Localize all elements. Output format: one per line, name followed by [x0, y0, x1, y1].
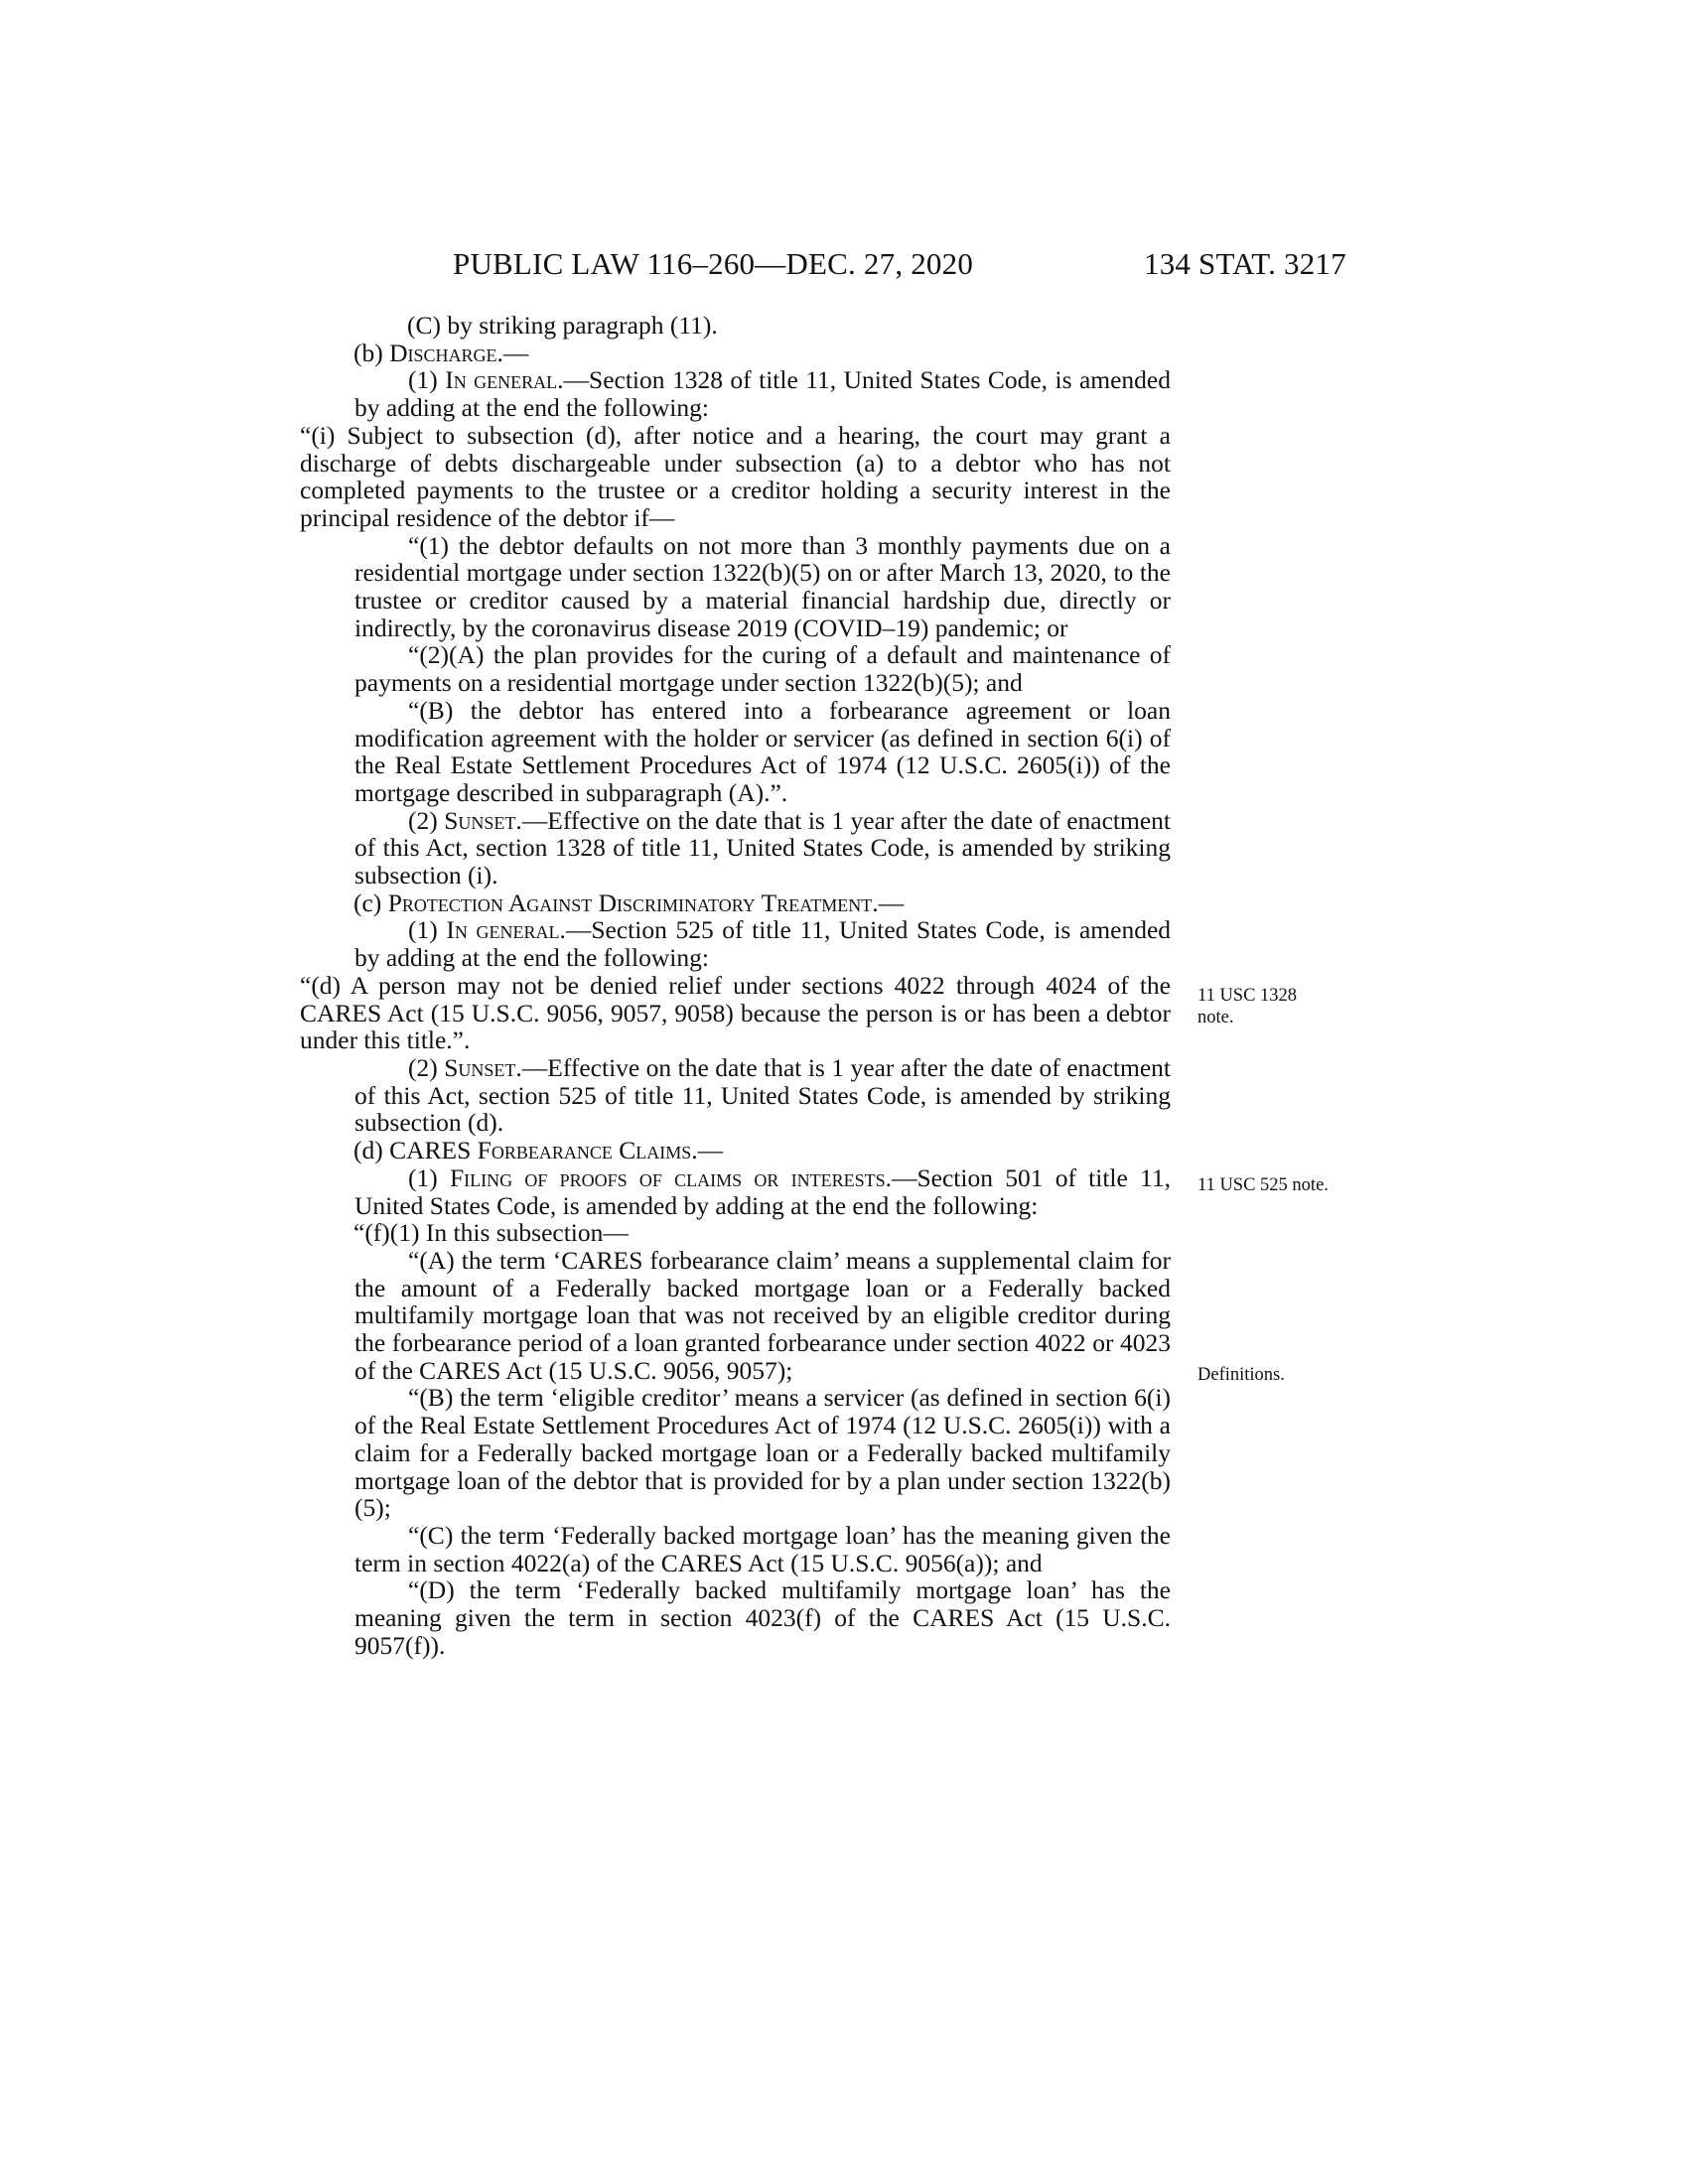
margin-note-11-usc-525: 11 USC 525 note. [1197, 1175, 1329, 1195]
c1-text: .—Section 525 of title 11, United States Code, is amended by adding at the end the following: [354, 915, 1172, 973]
subsection-c-marker: (c) [353, 887, 388, 917]
quoted-subsection-f1: “(f)(1) In this subsection— [353, 1218, 629, 1248]
quoted-paragraph-2a: “(2)(A) the plan provides for the curing of a default and maintenance of payments on a residential mortgage under section 1322(b)(5); and [354, 640, 1171, 698]
subsection-c-title: Protection Against Discriminatory Treatment [387, 887, 873, 917]
c1-marker: (1) [408, 915, 447, 945]
public-law-citation: PUBLIC LAW 116–260—DEC. 27, 2020 [453, 246, 974, 281]
subsection-b-heading [300, 340, 1171, 367]
b1-marker: (1) [408, 365, 446, 395]
definition-a: “(A) the term ‘CARES forbearance claim’ means a supplemental claim for the amount of a Federally backed mortgage loan or a Federally backed multifamily mortgage loan that was not received by an eligible creditor during the forbearance period of a loan granted forbearance under section 4022 or 4023 of the CARES Act (15 U.S.C. 9056, 9057); [354, 1245, 1171, 1385]
paragraph-b1-in-general [300, 366, 1171, 421]
margin-note-definitions: Definitions. [1197, 1365, 1285, 1385]
quoted-subsection-d: “(d) A person may not be denied relief under sections 4022 through 4024 of the CARES Act (15 U.S.C. 9056, 9057, 9058) because the person is or has been a debtor under this title.”. [300, 970, 1171, 1055]
subsection-c-heading [300, 889, 1171, 917]
paragraph-c-striking: (C) by striking paragraph (11). [407, 311, 718, 340]
b2-text: .—Effective on the date that is 1 year after the date of enactment of this Act, section 1328 of title 11, United States Code, is amended by striking subsection (i). [354, 805, 1171, 890]
d1-text: .—Section 501 of title 11, United States Code, is amended by adding at the end the following: [354, 1162, 1171, 1220]
paragraph-b2-sunset [300, 807, 1171, 889]
subsection-d-heading [300, 1137, 1171, 1164]
b1-title: In general [445, 365, 558, 395]
paragraph-d1-filing [300, 1164, 1171, 1219]
subsection-d-title: CARES Forbearance Claims [389, 1136, 692, 1165]
definition-d: “(D) the term ‘Federally backed multifamily mortgage loan’ has the meaning given the term in section 4023(f) of the CARES Act (15 U.S.C. 9057(f)). [354, 1575, 1171, 1660]
definition-b: “(B) the term ‘eligible creditor’ means a servicer (as defined in section 6(i) of the Real Estate Settlement Procedures Act of 1974 (12 U.S.C. 2605(i)) with a claim for a Federally backed mortgage loan or a Federally backed multifamily mortgage loan of the debtor that is provided for by a plan under section 1322(b)(5); [354, 1383, 1171, 1523]
subsection-c-dash: .— [872, 887, 905, 917]
b2-marker: (2) [408, 805, 445, 835]
d1-marker: (1) [408, 1162, 450, 1192]
page-header [0, 246, 1688, 286]
subsection-b-marker: (b) [353, 338, 390, 367]
document-body [300, 312, 1171, 1659]
paragraph-c2-sunset [300, 1054, 1171, 1137]
subsection-d-marker: (d) [353, 1136, 390, 1165]
c2-text: .—Effective on the date that is 1 year after the date of enactment of this Act, section 525 of title 11, United States Code, is amended by striking subsection (d). [354, 1052, 1171, 1138]
margin-note-11-usc-1328: 11 USC 1328 note. [1197, 986, 1298, 1027]
quoted-paragraph-1: “(1) the debtor defaults on not more than 3 monthly payments due on a residential mortgage under section 1322(b)(5) on or after March 13, 2020, to the trustee or creditor caused by a material financial hardship due, directly or indirectly, by the coronavirus disease 2019 (COVID–19) pandemic; or [354, 530, 1171, 642]
subsection-d-dash: .— [691, 1136, 724, 1165]
d1-title: Filing of proofs of claims or interests [449, 1162, 886, 1192]
c2-marker: (2) [408, 1052, 445, 1082]
c2-title: Sunset [444, 1052, 516, 1082]
subsection-b-title: Discharge [389, 338, 497, 367]
b1-text: .—Section 1328 of title 11, United States Code, is amended by adding at the end the following: [354, 365, 1171, 423]
c1-title: In general [446, 915, 560, 945]
definition-c: “(C) the term ‘Federally backed mortgage loan’ has the meaning given the term in section 4022(a) of the CARES Act (15 U.S.C. 9056(a)); and [354, 1520, 1171, 1577]
paragraph-c1-in-general [300, 916, 1171, 971]
b2-title: Sunset [444, 805, 516, 835]
quoted-subparagraph-b: “(B) the debtor has entered into a forbearance agreement or loan modification agreement with the holder or servicer (as defined in section 6(i) of the Real Estate Settlement Procedures Act of 1974 (12 U.S.C. 2605(i)) of the mortgage described in subparagraph (A).”. [354, 695, 1171, 807]
subsection-b-dash: .— [496, 338, 529, 367]
quoted-subsection-i: “(i) Subject to subsection (d), after notice and a hearing, the court may grant a discharge of debts dischargeable under subsection (a) to a debtor who has not completed payments to the trustee or a creditor holding a security interest in the principal residence of the debtor if— [300, 420, 1171, 532]
statute-page-number: 134 STAT. 3217 [1144, 246, 1346, 281]
